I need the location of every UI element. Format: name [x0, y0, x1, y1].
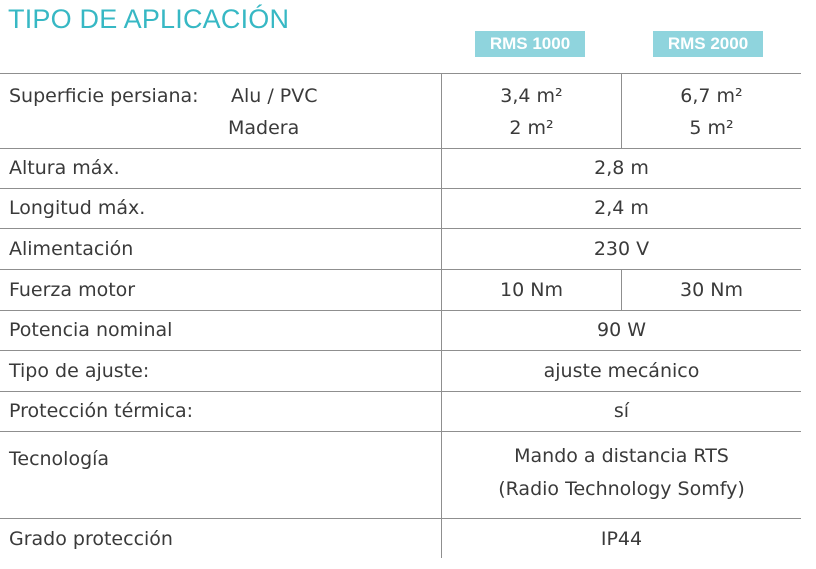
divider [0, 431, 801, 432]
row-label-potencia: Potencia nominal [9, 319, 173, 341]
divider [0, 228, 801, 229]
row-label-tecnologia: Tecnología [9, 448, 110, 470]
row-label-alimentacion: Alimentación [9, 238, 134, 260]
value-longitud: 2,4 m [594, 197, 649, 219]
row-label-fuerza: Fuerza motor [9, 279, 136, 301]
sub-label-madera: Madera [228, 117, 300, 139]
model-badge-rms2000: RMS 2000 [653, 31, 763, 57]
value-grado: IP44 [600, 528, 643, 550]
value-proteccion-termica: sí [613, 400, 630, 422]
row-label-proteccion-termica: Protección térmica: [9, 400, 194, 422]
value-rms1000-madera: 2 m² [509, 117, 554, 139]
row-label-grado: Grado protección [9, 528, 173, 550]
divider [0, 148, 801, 149]
divider [0, 269, 801, 270]
model-badge-rms1000: RMS 1000 [475, 31, 585, 57]
value-rms2000-alu: 6,7 m² [680, 85, 743, 107]
sub-label-alu-pvc: Alu / PVC [231, 85, 318, 107]
row-label-altura: Altura máx. [9, 157, 120, 179]
divider [0, 73, 801, 74]
row-label-superficie: Superficie persiana: [9, 85, 199, 107]
value-alimentacion: 230 V [593, 238, 650, 260]
divider [0, 391, 801, 392]
value-rms2000-madera: 5 m² [689, 117, 734, 139]
value-rms1000-alu: 3,4 m² [500, 85, 563, 107]
divider [0, 518, 801, 519]
value-potencia: 90 W [596, 319, 646, 341]
divider [0, 350, 801, 351]
divider [0, 310, 801, 311]
page-title: TIPO DE APLICACIÓN [8, 4, 290, 34]
row-label-ajuste: Tipo de ajuste: [9, 360, 150, 382]
value-fuerza-rms2000: 30 Nm [680, 279, 743, 301]
row-label-longitud: Longitud máx. [9, 197, 146, 219]
value-ajuste: ajuste mecánico [543, 360, 700, 382]
value-fuerza-rms1000: 10 Nm [500, 279, 563, 301]
value-altura: 2,8 m [594, 157, 649, 179]
value-tecnologia-line2: (Radio Technology Somfy) [498, 478, 745, 500]
value-tecnologia-line1: Mando a distancia RTS [514, 445, 729, 467]
divider [0, 188, 801, 189]
